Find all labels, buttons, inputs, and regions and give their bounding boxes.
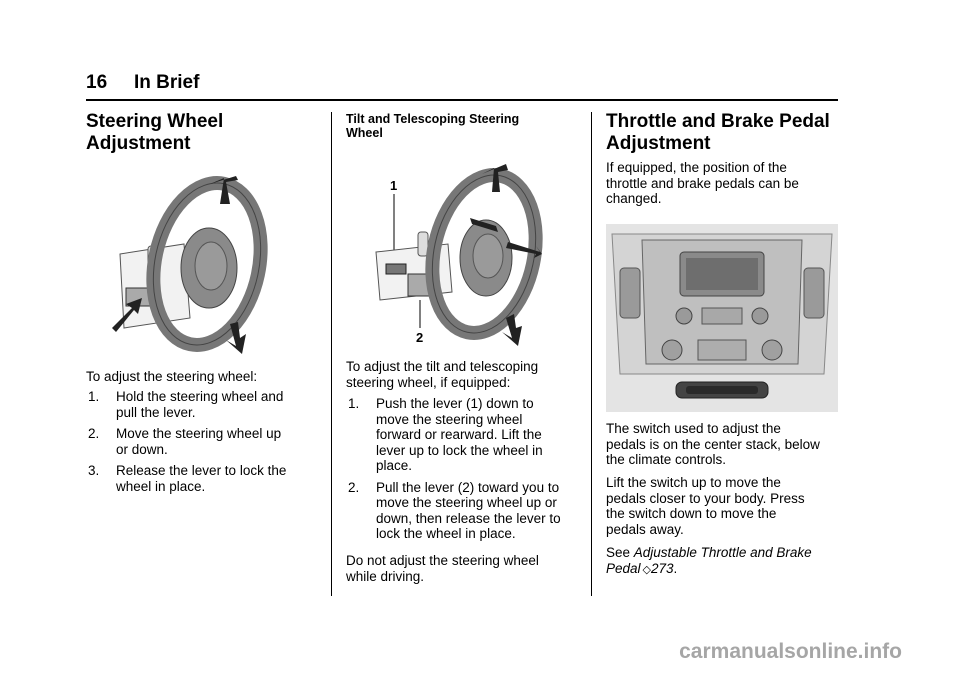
page-number: 16 — [86, 72, 108, 93]
page-header — [86, 72, 199, 94]
driving-note: Do not adjust the steering wheel while driving. — [346, 553, 539, 584]
pedal-para1: If equipped, the position of the throttle and brake pedals can be changed. — [606, 160, 799, 206]
header-rule — [86, 99, 838, 101]
list-item: 1. Hold the steering wheel and pull the lever. — [88, 389, 284, 420]
pedal-heading: Throttle and Brake Pedal Adjustment — [606, 111, 830, 154]
ref-arrow-icon: ◇ — [642, 563, 651, 576]
section-title: In Brief — [134, 72, 200, 93]
lever2-label: 2 — [416, 330, 424, 345]
see-ref-link[interactable]: Adjustable Throttle and Brake — [633, 545, 812, 560]
see-page[interactable]: 273 — [651, 560, 674, 576]
list-item: 3. Release the lever to lock the wheel in place. — [88, 463, 287, 494]
lever1-label: 1 — [390, 178, 398, 193]
column-divider-1 — [331, 112, 332, 596]
pedal-para2: The switch used to adjust the pedals is on the center stack, below the climate controls. — [606, 421, 820, 467]
watermark: carmanualsonline.info — [679, 640, 902, 663]
list-item: 2. Move the steering wheel up or down. — [88, 426, 282, 457]
steering-heading: Steering Wheel Adjustment — [86, 111, 224, 154]
steering-steps — [86, 389, 316, 500]
tilt-steps — [346, 396, 582, 548]
center-stack-figure — [606, 224, 838, 412]
pedal-para3: Lift the switch up to move the pedals closer to your body. Press the switch down to move the pedals away. — [606, 475, 805, 537]
see-reference: See Adjustable Throttle and Brake Pedal ◇273. — [606, 545, 812, 576]
steering-intro: To adjust the steering wheel: — [86, 369, 258, 384]
tilt-steering-figure — [372, 160, 552, 348]
list-item: 2. Pull the lever (2) toward you to move the steering wheel up or down, then release the lever to lock the wheel in place. — [348, 479, 561, 541]
list-item: 1. Push the lever (1) down to move the steering wheel forward or rearward. Lift the lever up to lock the wheel in place. — [348, 396, 543, 473]
column-divider-2 — [591, 112, 592, 596]
tilt-subheading: Tilt and Telescoping Steering Wheel — [346, 112, 520, 140]
tilt-intro: To adjust the tilt and telescoping steering wheel, if equipped: — [346, 359, 539, 390]
steering-wheel-figure — [112, 168, 272, 358]
